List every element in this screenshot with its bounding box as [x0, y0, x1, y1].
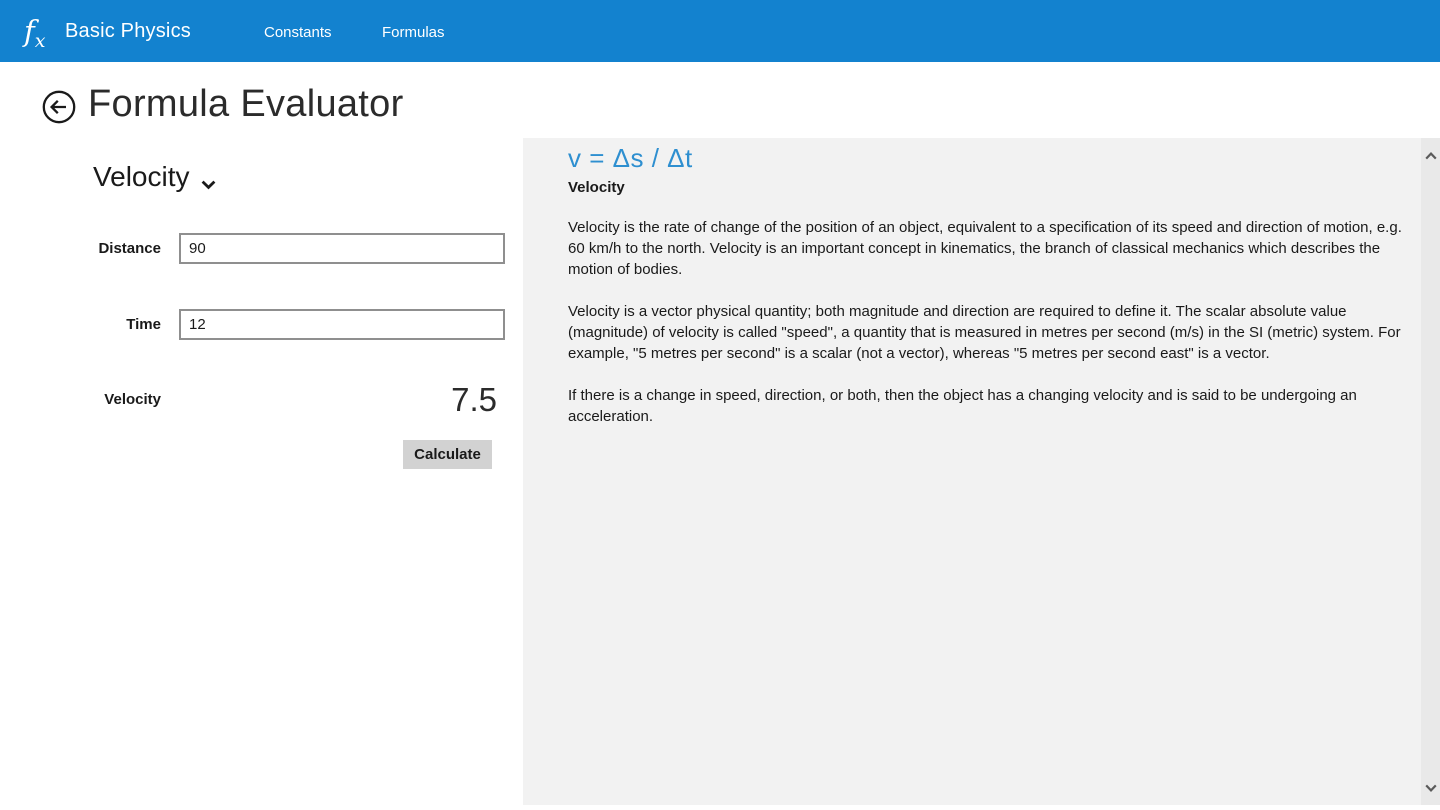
result-label: Velocity: [104, 391, 161, 408]
result-value: 7.5: [451, 381, 497, 418]
info-heading: Velocity: [568, 179, 625, 196]
info-content: [568, 143, 1408, 427]
scroll-up-icon[interactable]: [1421, 146, 1440, 165]
distance-label: Distance: [98, 240, 161, 257]
info-paragraph: Velocity is the rate of change of the position of an object, equivalent to a specification of its speed and direction of motion, e.g. 60 km/h to the north. Velocity is an important concept in kinematics, the branch of classical mechanics which describes the motion of bodies.: [568, 219, 1402, 278]
nav-item-formulas[interactable]: Formulas: [382, 24, 445, 41]
nav-item-constants[interactable]: Constants: [264, 24, 332, 41]
back-arrow-icon: [42, 111, 76, 128]
distance-input[interactable]: [179, 233, 505, 264]
formula-expression: v = Δs / Δt: [568, 143, 693, 173]
chevron-down-icon: [201, 165, 216, 197]
time-label: Time: [126, 316, 161, 333]
vertical-scrollbar[interactable]: [1421, 138, 1440, 805]
time-input[interactable]: [179, 309, 505, 340]
info-paragraph: Velocity is a vector physical quantity; both magnitude and direction are required to define it. The scalar absolute value (magnitude) of velocity is called "speed", a quantity that is measured in metres per second (m/s) in the SI (metric) system. For example, "5 metres per second" is a scalar (not a vector), whereas "5 metres per second east" is a vector.: [568, 303, 1401, 362]
calculate-button[interactable]: Calculate: [403, 440, 492, 469]
page-title: Formula Evaluator: [88, 83, 404, 125]
scroll-down-icon[interactable]: [1421, 778, 1440, 797]
app-title: Basic Physics: [65, 20, 191, 42]
formula-selector-value: Velocity: [93, 161, 190, 192]
app-header: [0, 0, 1440, 62]
back-button[interactable]: [42, 90, 76, 124]
fx-logo-icon: $f_x$: [24, 14, 46, 52]
info-paragraph: If there is a change in speed, direction, or both, then the object has a changing velocity and is said to be undergoing an acceleration.: [568, 387, 1357, 425]
info-panel: [523, 138, 1440, 805]
formula-selector-dropdown[interactable]: [93, 157, 216, 197]
